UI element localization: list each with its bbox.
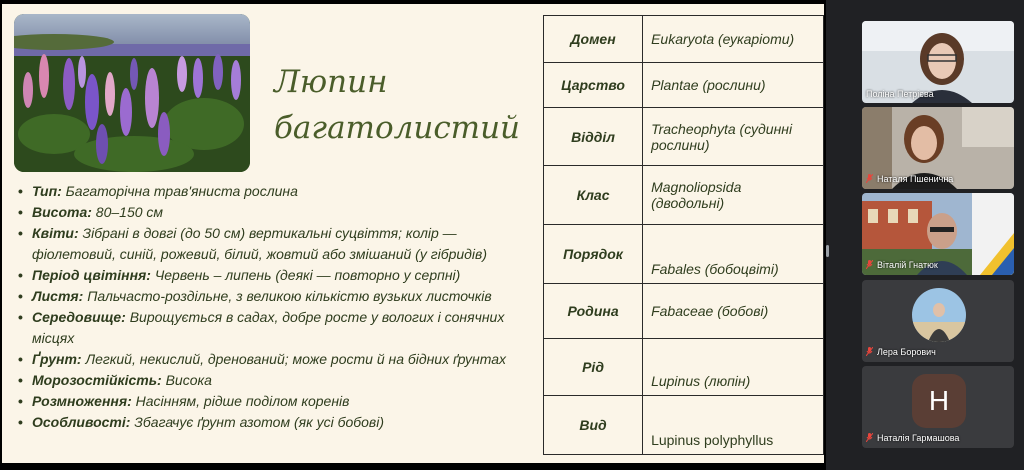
table-row	[544, 108, 824, 166]
taxonomy-value: Lupinus (люпін)	[643, 339, 824, 396]
fact-value: Висока	[161, 372, 212, 388]
fact-label: Особливості:	[32, 414, 131, 430]
table-row	[544, 339, 824, 396]
table-row	[544, 284, 824, 339]
taxonomy-rank: Порядок	[544, 225, 643, 284]
fact-item	[16, 307, 536, 349]
taxonomy-rank: Домен	[544, 16, 643, 63]
table-row	[544, 225, 824, 284]
fact-label: Листя:	[32, 288, 84, 304]
fact-label: Період цвітіння:	[32, 267, 151, 283]
fact-item	[16, 265, 536, 286]
taxonomy-rank: Рід	[544, 339, 643, 396]
fact-item	[16, 181, 536, 202]
participant-tile[interactable]	[862, 21, 1014, 103]
taxonomy-rank: Вид	[544, 396, 643, 455]
fact-value: Пальчасто-роздільне, з великою кількістю вузьких листочків	[83, 288, 492, 304]
taxonomy-rank: Родина	[544, 284, 643, 339]
mic-off-icon	[866, 174, 873, 185]
fact-label: Висота:	[32, 204, 92, 220]
slide-title	[274, 59, 520, 151]
table-row	[544, 63, 824, 108]
taxonomy-table	[543, 15, 824, 455]
participant-name-text: Наталія Гармашова	[877, 432, 960, 443]
participant-tile[interactable]	[862, 193, 1014, 275]
avatar-initial: Н	[912, 374, 966, 428]
taxonomy-value: Fabaceae (бобові)	[643, 284, 824, 339]
fact-item	[16, 412, 536, 433]
fact-value: Насінням, рідше поділом коренів	[131, 393, 350, 409]
fact-item	[16, 286, 536, 307]
taxonomy-rank: Царство	[544, 63, 643, 108]
taxonomy-value: Magnoliopsida (дводольні)	[643, 166, 824, 225]
taxonomy-value: Lupinus polyphyllus	[643, 396, 824, 455]
fact-label: Квіти:	[32, 225, 79, 241]
fact-item	[16, 202, 536, 223]
table-row	[544, 396, 824, 455]
fact-item	[16, 391, 536, 412]
fact-value: Багаторічна трав'яниста рослина	[61, 183, 298, 199]
fact-label: Морозостійкість:	[32, 372, 162, 388]
taxonomy-rank: Клас	[544, 166, 643, 225]
participant-tile[interactable]	[862, 366, 1014, 448]
fact-label: Тип:	[32, 183, 62, 199]
avatar	[912, 288, 966, 342]
fact-value: Червень – липень (деякі — повторно у серпні)	[150, 267, 461, 283]
participant-tile[interactable]	[862, 280, 1014, 362]
taxonomy-value: Plantae (рослини)	[643, 63, 824, 108]
fact-item	[16, 349, 536, 370]
participant-name-text: Лера Борович	[877, 346, 936, 357]
participant-tile[interactable]	[862, 107, 1014, 189]
fact-value: Зібрані в довгі (до 50 см) вертикальні суцвіття; колір — фіолетовий, синій, рожевий, білий, жовтий або змішаний (у гібридів)	[32, 225, 487, 262]
taxonomy-value: Fabales (бобоцвіті)	[643, 225, 824, 284]
lupine-photo	[14, 14, 250, 172]
mic-off-icon	[866, 433, 873, 444]
participant-name	[862, 173, 957, 186]
fact-label: Розмноження:	[32, 393, 132, 409]
fact-value: Вирощується в садах, добре росте у вологих і сонячних місцях	[32, 309, 505, 346]
slide-title-line-2: багатолистий	[274, 110, 521, 146]
fact-item	[16, 223, 536, 265]
participant-name	[862, 346, 940, 359]
fact-value: Легкий, некислий, дренований; може рости й на бідних ґрунтах	[81, 351, 507, 367]
taxonomy-rank: Відділ	[544, 108, 643, 166]
taxonomy-value: Tracheophyta (судинні рослини)	[643, 108, 824, 166]
table-row	[544, 166, 824, 225]
slide-title-line-1: Люпин	[274, 64, 388, 100]
fact-value: Збагачує ґрунт азотом (як усі бобові)	[130, 414, 385, 430]
presentation-slide	[2, 4, 824, 463]
participant-name-text: Наталя Пшенична	[877, 173, 954, 184]
fact-label: Середовище:	[32, 309, 126, 325]
participant-name: Поліна Петрієва	[866, 89, 934, 99]
mic-off-icon	[866, 347, 873, 358]
mic-off-icon	[866, 260, 873, 271]
facts-list	[16, 181, 536, 433]
participant-name-text: Віталій Гнатюк	[877, 259, 938, 270]
participant-name	[862, 432, 963, 445]
fact-item	[16, 370, 536, 391]
taxonomy-value: Eukaryota (еукаріоти)	[643, 16, 824, 63]
fact-label: Ґрунт:	[32, 351, 82, 367]
fact-value: 80–150 см	[91, 204, 163, 220]
panel-resize-handle[interactable]	[826, 245, 829, 257]
participant-name	[862, 259, 942, 272]
table-row	[544, 16, 824, 63]
